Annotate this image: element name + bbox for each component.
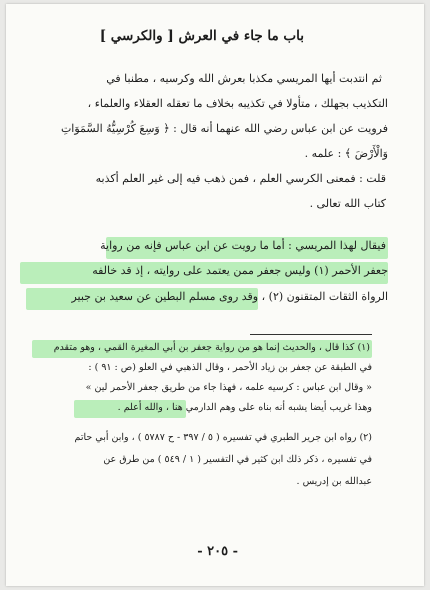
- chapter-title: باب ما جاء في العرش [ والكرسي ]: [99, 28, 304, 44]
- body-line: التكذيب بجهلك ، متأولا في تكذيبه بخلاف ما تعقله العقلاء والعلماء ،: [87, 97, 388, 110]
- footnote-line: (٢) رواه ابن جرير الطبري في تفسيره ( ٥ / ٣٩٧ - ح ٥٧٨٧ ) ، وابن أبي حاتم: [74, 432, 372, 443]
- footnote-line: « وقال ابن عباس : كرسيه علمه ، فهذا جاء من طريق جعفر الأحمر لين »: [85, 382, 372, 393]
- body-line: فيقال لهذا المريسي : أما ما رويت عن ابن عباس فإنه من رواية: [100, 239, 386, 252]
- body-line: ثم انتدبت أيها المريسي مكذبا بعرش الله وكرسيه ، مطنبا في: [106, 72, 382, 85]
- body-line: الرواة الثقات المتقنون (٢) ، وقد روى مسلم البطين عن سعيد بن جبير: [71, 290, 388, 303]
- body-line: قلت : فمعنى الكرسي العلم ، فمن ذهب فيه إلى غير العلم أكذبه: [95, 172, 386, 185]
- footnote-separator: [250, 334, 372, 335]
- footnote-line: في الطبقة عن جعفر بن زياد الأحمر ، وقال الذهبي في العلو (ص : ٩١ ) :: [88, 362, 372, 373]
- body-line: وَالْأَرْضَ ﴾ : علمه .: [304, 147, 388, 160]
- footnote-line: (١) كذا قال ، والحديث إنما هو من رواية جعفر بن أبي المغيرة القمي ، وهو متقدم: [53, 342, 370, 353]
- footnote-line: عبدالله بن إدريس .: [296, 476, 372, 487]
- body-line: جعفر الأحمر (١) وليس جعفر ممن يعتمد على روايته ، إذ قد خالفه: [92, 264, 388, 277]
- document-page: [6, 4, 424, 586]
- footnote-line: وهذا غريب أيضا يشبه أنه بناه على وهم الدارمي هنا ، والله أعلم .: [117, 402, 372, 413]
- page-number: - ٢٠٥ -: [197, 544, 238, 559]
- body-line: فرويت عن ابن عباس رضي الله عنهما أنه قال : ﴿ وَسِعَ كُرْسِيُّهُ السَّمَوَاتِ: [60, 122, 388, 135]
- body-line: كتاب الله تعالى .: [309, 197, 386, 210]
- footnote-line: في تفسيره ، ذكر ذلك ابن كثير في التفسير ( ١ / ٥٤٩ ) من طرق عن: [103, 454, 372, 465]
